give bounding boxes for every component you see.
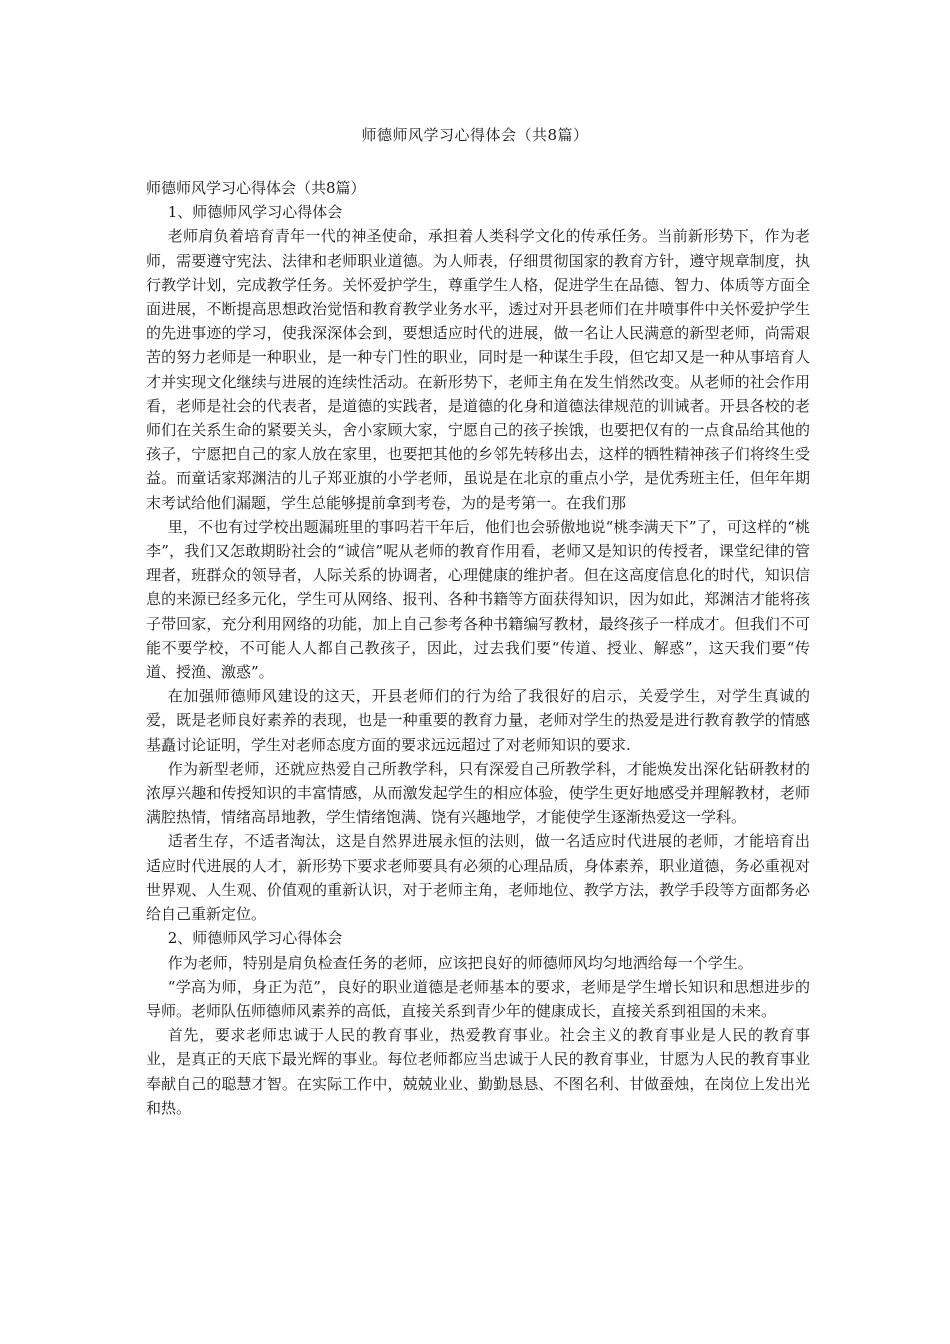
paragraph-1: 老师肩负着培育青年一代的神圣使命，承担着人类科学文化的传承任务。当前新形势下，作为老师，需要遵守宪法、法律和老师职业道德。为人师表，仔细贯彻国家的教育方针，遵守规章制度，执行教学计划，完成教学任务。关怀爱护学生，尊重学生人格，促进学生在品德、智力、体质等方面全面进展，不断提高思想政治觉悟和教育教学业务水平，透过对开县老师们在井喷事件中关怀爱护学生的先进事迹的学习，使我深深体会到，要想适应时代的进展，做一名让人民满意的新型老师，尚需艰苦的努力老师是一种职业，是一种专门性的职业，同时是一种谋生手段，但它却又是一种从事培育人才并实现文化继续与进展的连续性活动。在新形势下，老师主角在发生悄然改变。从老师的社会作用看，老师是社会的代表者，是道德的实践者，是道德的化身和道德法律规范的训诫者。开县各校的老师们在关系生命的紧要关头，舍小家顾大家，宁愿自己的孩子挨饿，也要把仅有的一点食品给其他的孩子，宁愿把自己的家人放在家里，也要把其他的乡邻先转移出去，这样的牺牲精神孩子们将终生受益。而童话家郑渊洁的儿子郑亚旗的小学老师，虽说是在北京的重点小学，是优秀班主任，但年年期末考试给他们漏题，学生总能够提前拿到考卷，为的是考第一。在我们那 bbox=[146, 227, 810, 512]
section-heading-1: 1、师德师风学习心得体会 bbox=[167, 203, 343, 222]
document-subtitle: 师德师风学习心得体会（共8篇） bbox=[146, 179, 366, 197]
paragraph-5: 适者生存，不适者淘汰，这是自然界进展永恒的法则，做一名适应时代进展的老师，才能培育出适应时代进展的人才，新形势下要求老师要具有必须的心理品质，身体素养，职业道德，务必重视对世界观、人生观、价值观的重新认识，对于老师主角，老师地位、教学方法，教学手段等方面都务必给自己重新定位。 bbox=[146, 832, 810, 924]
paragraph-6: 作为老师，特别是肩负检查任务的老师，应该把良好的师德师风均匀地洒给每一个学生。 bbox=[167, 953, 753, 972]
document-title: 师德师风学习心得体会（共8篇） bbox=[361, 126, 589, 144]
paragraph-8: 首先，要求老师忠诚于人民的教育事业，热爱教育事业。社会主义的教育事业是人民的教育事业，是真正的天底下最光辉的事业。每位老师都应当忠诚于人民的教育事业，甘愿为人民的教育事业奉献自己的聪慧才智。在实际工作中，兢兢业业、勤勤恳恳、不图名利、甘做蚕烛，在岗位上发出光和热。 bbox=[146, 1026, 810, 1117]
section-heading-2: 2、师德师风学习心得体会 bbox=[167, 929, 343, 948]
paragraph-3: 在加强师德师风建设的这天，开县老师们的行为给了我很好的启示，关爱学生，对学生真诚的爱，既是老师良好素养的表现，也是一种重要的教育力量，老师对学生的热爱是进行教育教学的情感基矗讨论证明，学生对老师态度方面的要求远远超过了对老师知识的要求. bbox=[146, 687, 810, 754]
paragraph-7: “学高为师，身正为范”，良好的职业道德是老师基本的要求，老师是学生增长知识和思想进步的导师。老师队伍师德师风素养的高低，直接关系到青少年的健康成长，直接关系到祖国的未来。 bbox=[146, 977, 810, 1020]
paragraph-2: 里，不也有过学校出题漏班里的事吗若干年后，他们也会骄傲地说“桃李满天下”了，可这样的“桃李”，我们又怎敢期盼社会的“诚信”呢从老师的教育作用看，老师又是知识的传授者，课堂纪律的管理者，班群众的领导者，人际关系的协调者，心理健康的维护者。但在这高度信息化的时代，知识信息的来源已经多元化，学生可从网络、报刊、各种书籍等方面获得知识，因为如此，郑渊洁才能将孩子带回家，充分利用网络的功能，加上自己参考各种书籍编写教材，最终孩子一样成才。但我们不可能不要学校，不可能人人都自己教孩子，因此，过去我们要“传道、授业、解惑”，这天我们要“传道、授渔、激惑”。 bbox=[146, 517, 810, 682]
paragraph-4: 作为新型老师，还就应热爱自己所教学科，只有深爱自己所教学科，才能焕发出深化钻研教材的浓厚兴趣和传授知识的丰富情感，从而激发起学生的相应体验，使学生更好地感受并理解教材，老师满腔热情，情绪高昂地教，学生情绪饱满、饶有兴趣地学，才能使学生逐渐热爱这一学科。 bbox=[146, 759, 810, 827]
document-body bbox=[146, 176, 810, 1120]
